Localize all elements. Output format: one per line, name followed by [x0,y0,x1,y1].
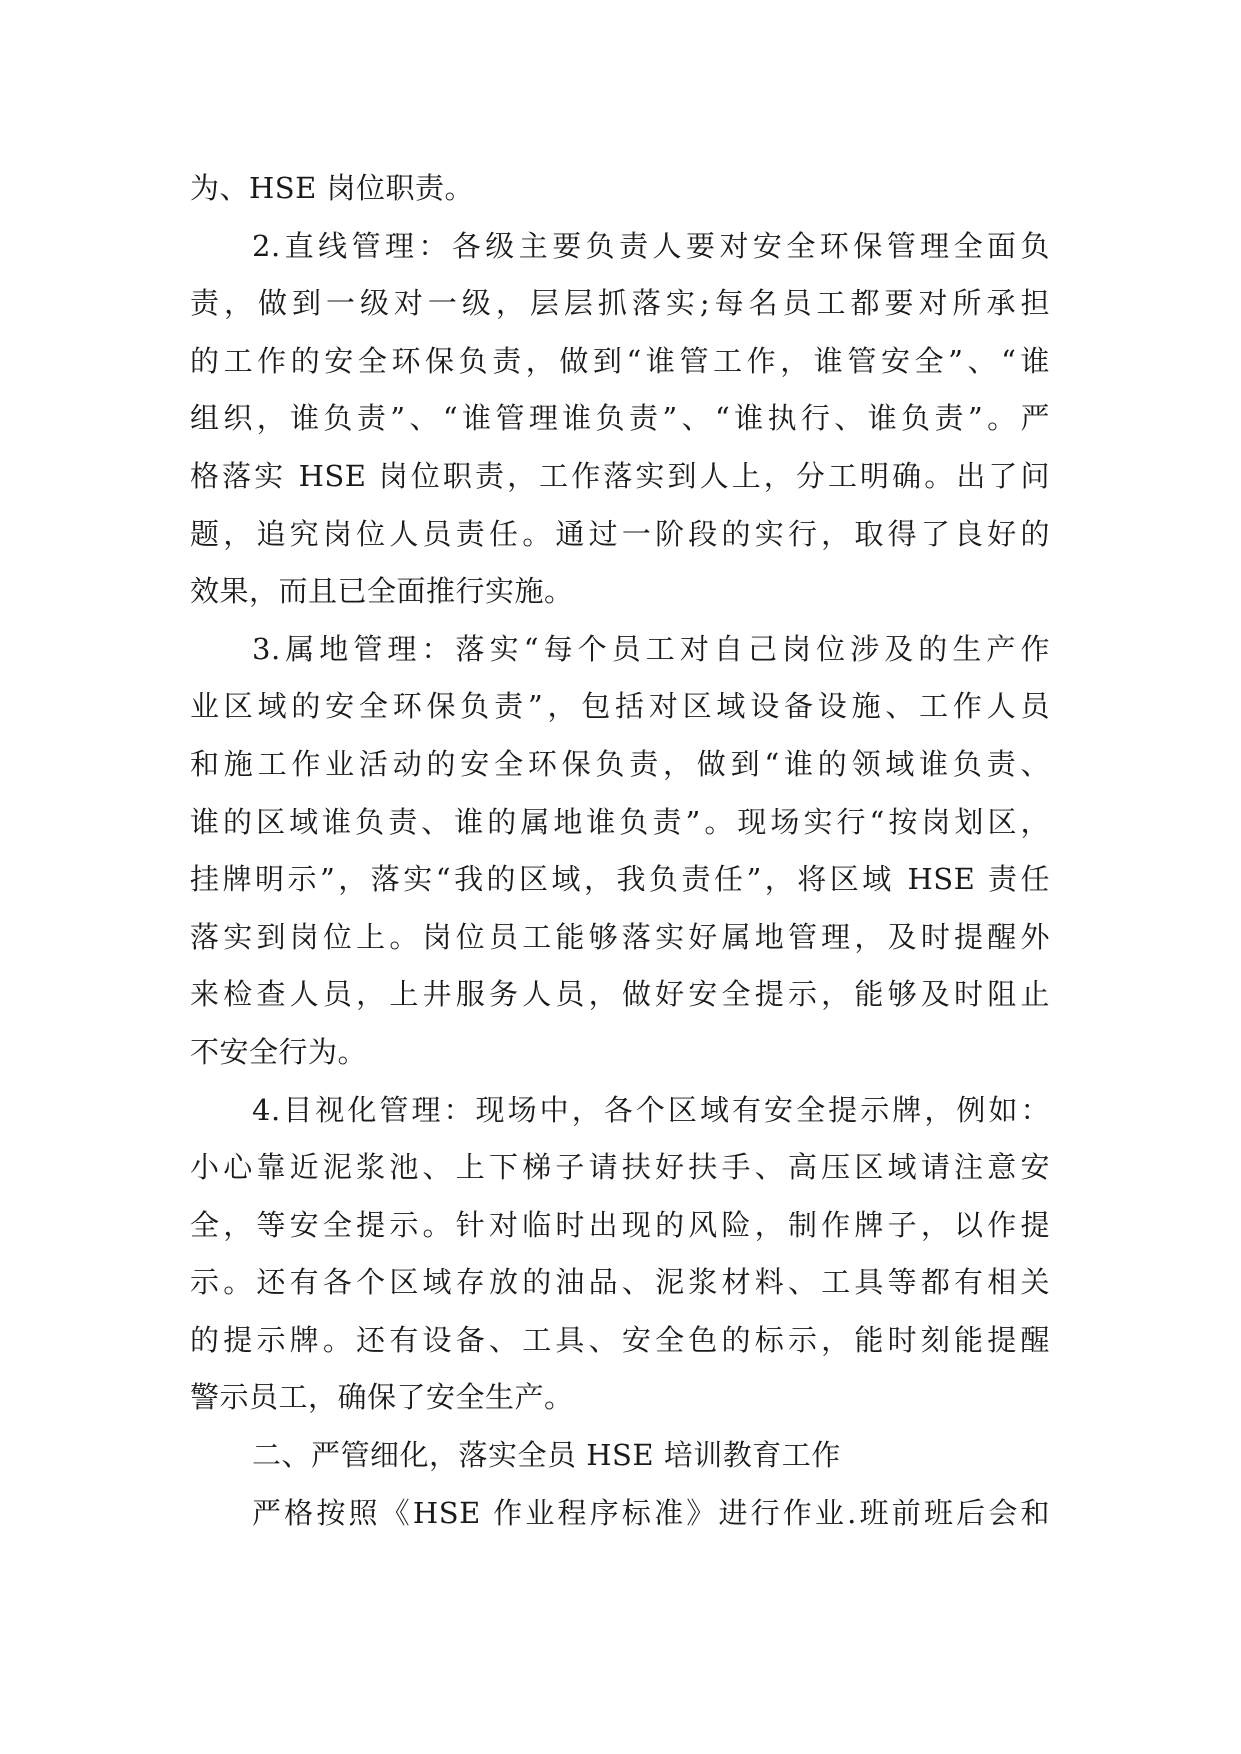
paragraph-line: 挂牌明示”，落实“我的区域，我负责任”，将区域 HSE 责任 [190,862,1050,897]
paragraph-line: 不安全行为。 [190,1034,368,1069]
paragraph-line: 2.直线管理：各级主要负责人要对安全环保管理全面负 [252,228,1050,263]
paragraph-line: 示。还有各个区域存放的油品、泥浆材料、工具等都有相关 [190,1265,1050,1300]
paragraph-line: 题，追究岗位人员责任。通过一阶段的实行，取得了良好的 [190,516,1050,551]
paragraph-line: 小心靠近泥浆池、上下梯子请扶好扶手、高压区域请注意安 [190,1150,1050,1185]
section-heading: 二、严管细化，落实全员 HSE 培训教育工作 [252,1438,841,1473]
paragraph-line: 效果，而且已全面推行实施。 [190,574,574,609]
paragraph-line: 3.属地管理：落实“每个员工对自己岗位涉及的生产作 [252,631,1050,666]
paragraph-line: 警示员工，确保了安全生产。 [190,1380,574,1415]
paragraph-line: 组织，谁负责”、“谁管理谁负责”、“谁执行、谁负责”。严 [190,401,1050,436]
paragraph-line: 格落实 HSE 岗位职责，工作落实到人上，分工明确。出了问 [190,458,1050,493]
paragraph-line: 和施工作业活动的安全环保负责，做到“谁的领域谁负责、 [190,746,1050,781]
paragraph-line: 全，等安全提示。针对临时出现的风险，制作牌子，以作提 [190,1207,1050,1242]
paragraph-line: 的提示牌。还有设备、工具、安全色的标示，能时刻能提醒 [190,1322,1050,1357]
paragraph-line: 严格按照《HSE 作业程序标准》进行作业.班前班后会和 [252,1495,1050,1530]
paragraph-line: 落实到岗位上。岗位员工能够落实好属地管理，及时提醒外 [190,919,1050,954]
paragraph-line: 4.目视化管理：现场中，各个区域有安全提示牌，例如： [252,1092,1050,1127]
paragraph-line: 业区域的安全环保负责”，包括对区域设备设施、工作人员 [190,689,1050,724]
paragraph-line: 的工作的安全环保负责，做到“谁管工作，谁管安全”、“谁 [190,343,1050,378]
paragraph-line: 来检查人员，上井服务人员，做好安全提示，能够及时阻止 [190,977,1050,1012]
paragraph-line: 谁的区域谁负责、谁的属地谁负责”。现场实行“按岗划区， [190,804,1050,839]
body-text [190,160,1050,1542]
paragraph-line: 责，做到一级对一级，层层抓落实;每名员工都要对所承担 [190,286,1050,321]
paragraph-line: 为、HSE 岗位职责。 [190,171,475,205]
